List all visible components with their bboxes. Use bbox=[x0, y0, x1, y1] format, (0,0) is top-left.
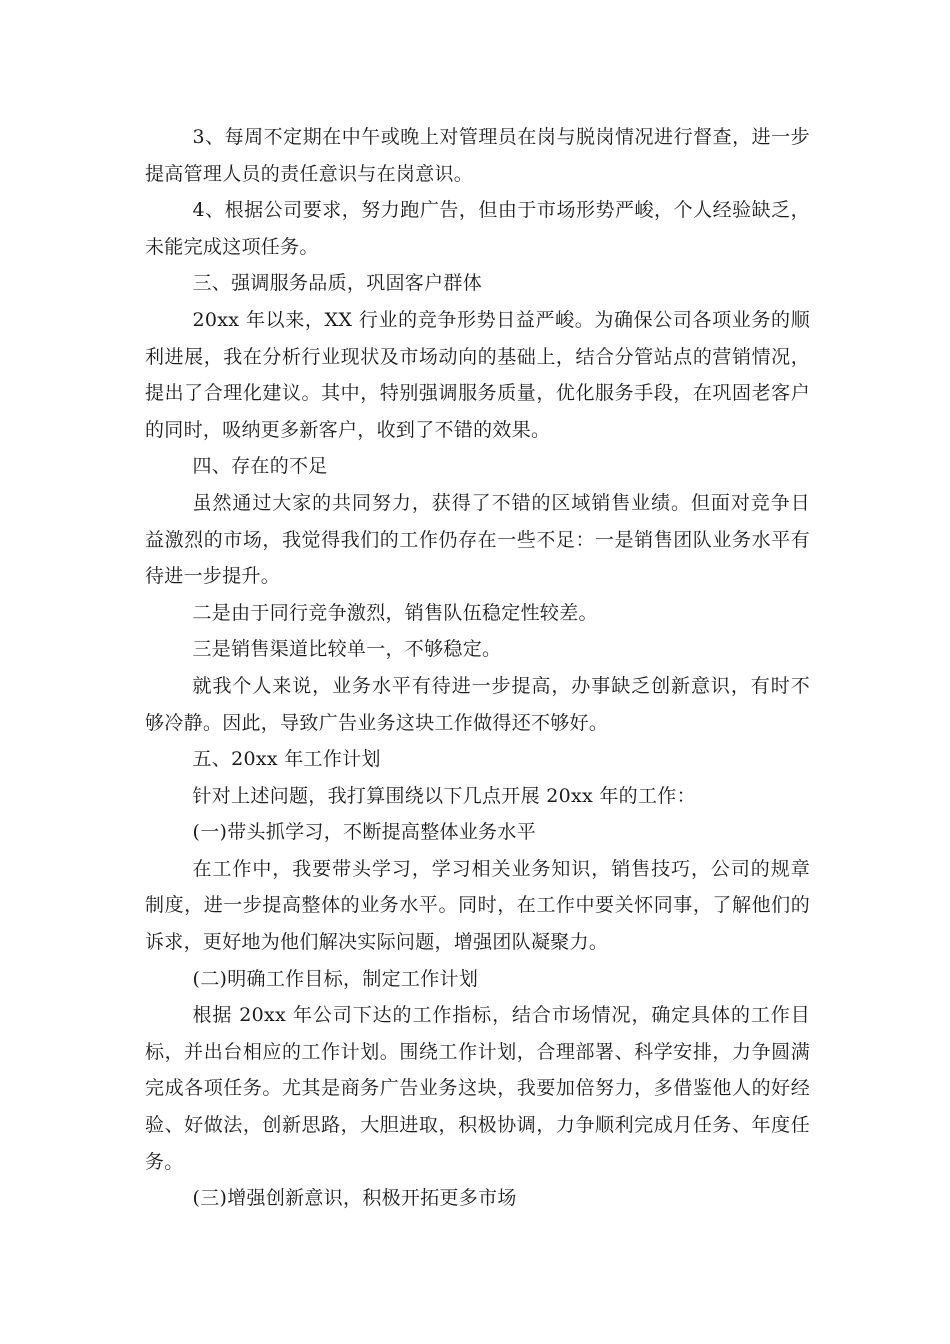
paragraph-shortcoming-2: 二是由于同行竞争激烈，销售队伍稳定性较差。 bbox=[192, 601, 598, 624]
paragraph-personal: 就我个人来说，业务水平有待进一步提高，办事缺乏创新意识，有时不够冷静。因此，导致广告业务这块工作做得还不够好。 bbox=[145, 674, 810, 734]
paragraph-shortcomings: 虽然通过大家的共同努力，获得了不错的区域销售业绩。但面对竞争日益激烈的市场，我觉得我们的工作仍存在一些不足：一是销售团队业务水平有待进一步提升。 bbox=[145, 491, 810, 588]
document-body bbox=[145, 119, 810, 1217]
paragraph-shortcoming-3: 三是销售渠道比较单一，不够稳定。 bbox=[192, 638, 502, 661]
section-heading-5: 五、20xx 年工作计划 bbox=[192, 748, 381, 771]
subheading-3: (三)增强创新意识，积极开拓更多市场 bbox=[192, 1187, 517, 1210]
section-heading-4: 四、存在的不足 bbox=[192, 455, 328, 478]
section-heading-3: 三、强调服务品质，巩固客户群体 bbox=[192, 272, 483, 295]
paragraph-item-3: 3、每周不定期在中午或晚上对管理员在岗与脱岗情况进行督查，进一步提高管理人员的责任意识与在岗意识。 bbox=[145, 126, 810, 185]
paragraph-plan-1: 在工作中，我要带头学习，学习相关业务知识，销售技巧，公司的规章制度，进一步提高整体的业务水平。同时，在工作中要关怀同事，了解他们的诉求，更好地为他们解决实际问题，增强团队凝聚力。 bbox=[145, 857, 810, 954]
subheading-1: (一)带头抓学习，不断提高整体业务水平 bbox=[192, 821, 537, 844]
subheading-2: (二)明确工作目标，制定工作计划 bbox=[192, 967, 479, 990]
paragraph-plan-intro: 针对上述问题，我打算围绕以下几点开展 20xx 年的工作： bbox=[192, 784, 696, 807]
paragraph-service-quality: 20xx 年以来，XX 行业的竞争形势日益严峻。为确保公司各项业务的顺利进展，我在分析行业现状及市场动向的基础上，结合分管站点的营销情况，提出了合理化建议。其中，特别强调服务质量，优化服务手段，在巩固老客户的同时，吸纳更多新客户，收到了不错的效果。 bbox=[145, 308, 810, 441]
paragraph-plan-2: 根据 20xx 年公司下达的工作指标，结合市场情况，确定具体的工作目标，并出台相应的工作计划。围绕工作计划，合理部署、科学安排，力争圆满完成各项任务。尤其是商务广告业务这块，我要加倍努力，多借鉴他人的好经验、好做法，创新思路，大胆进取，积极协调，力争顺利完成月任务、年度任务。 bbox=[145, 1004, 810, 1173]
paragraph-item-4: 4、根据公司要求，努力跑广告，但由于市场形势严峻，个人经验缺乏，未能完成这项任务。 bbox=[145, 199, 810, 258]
